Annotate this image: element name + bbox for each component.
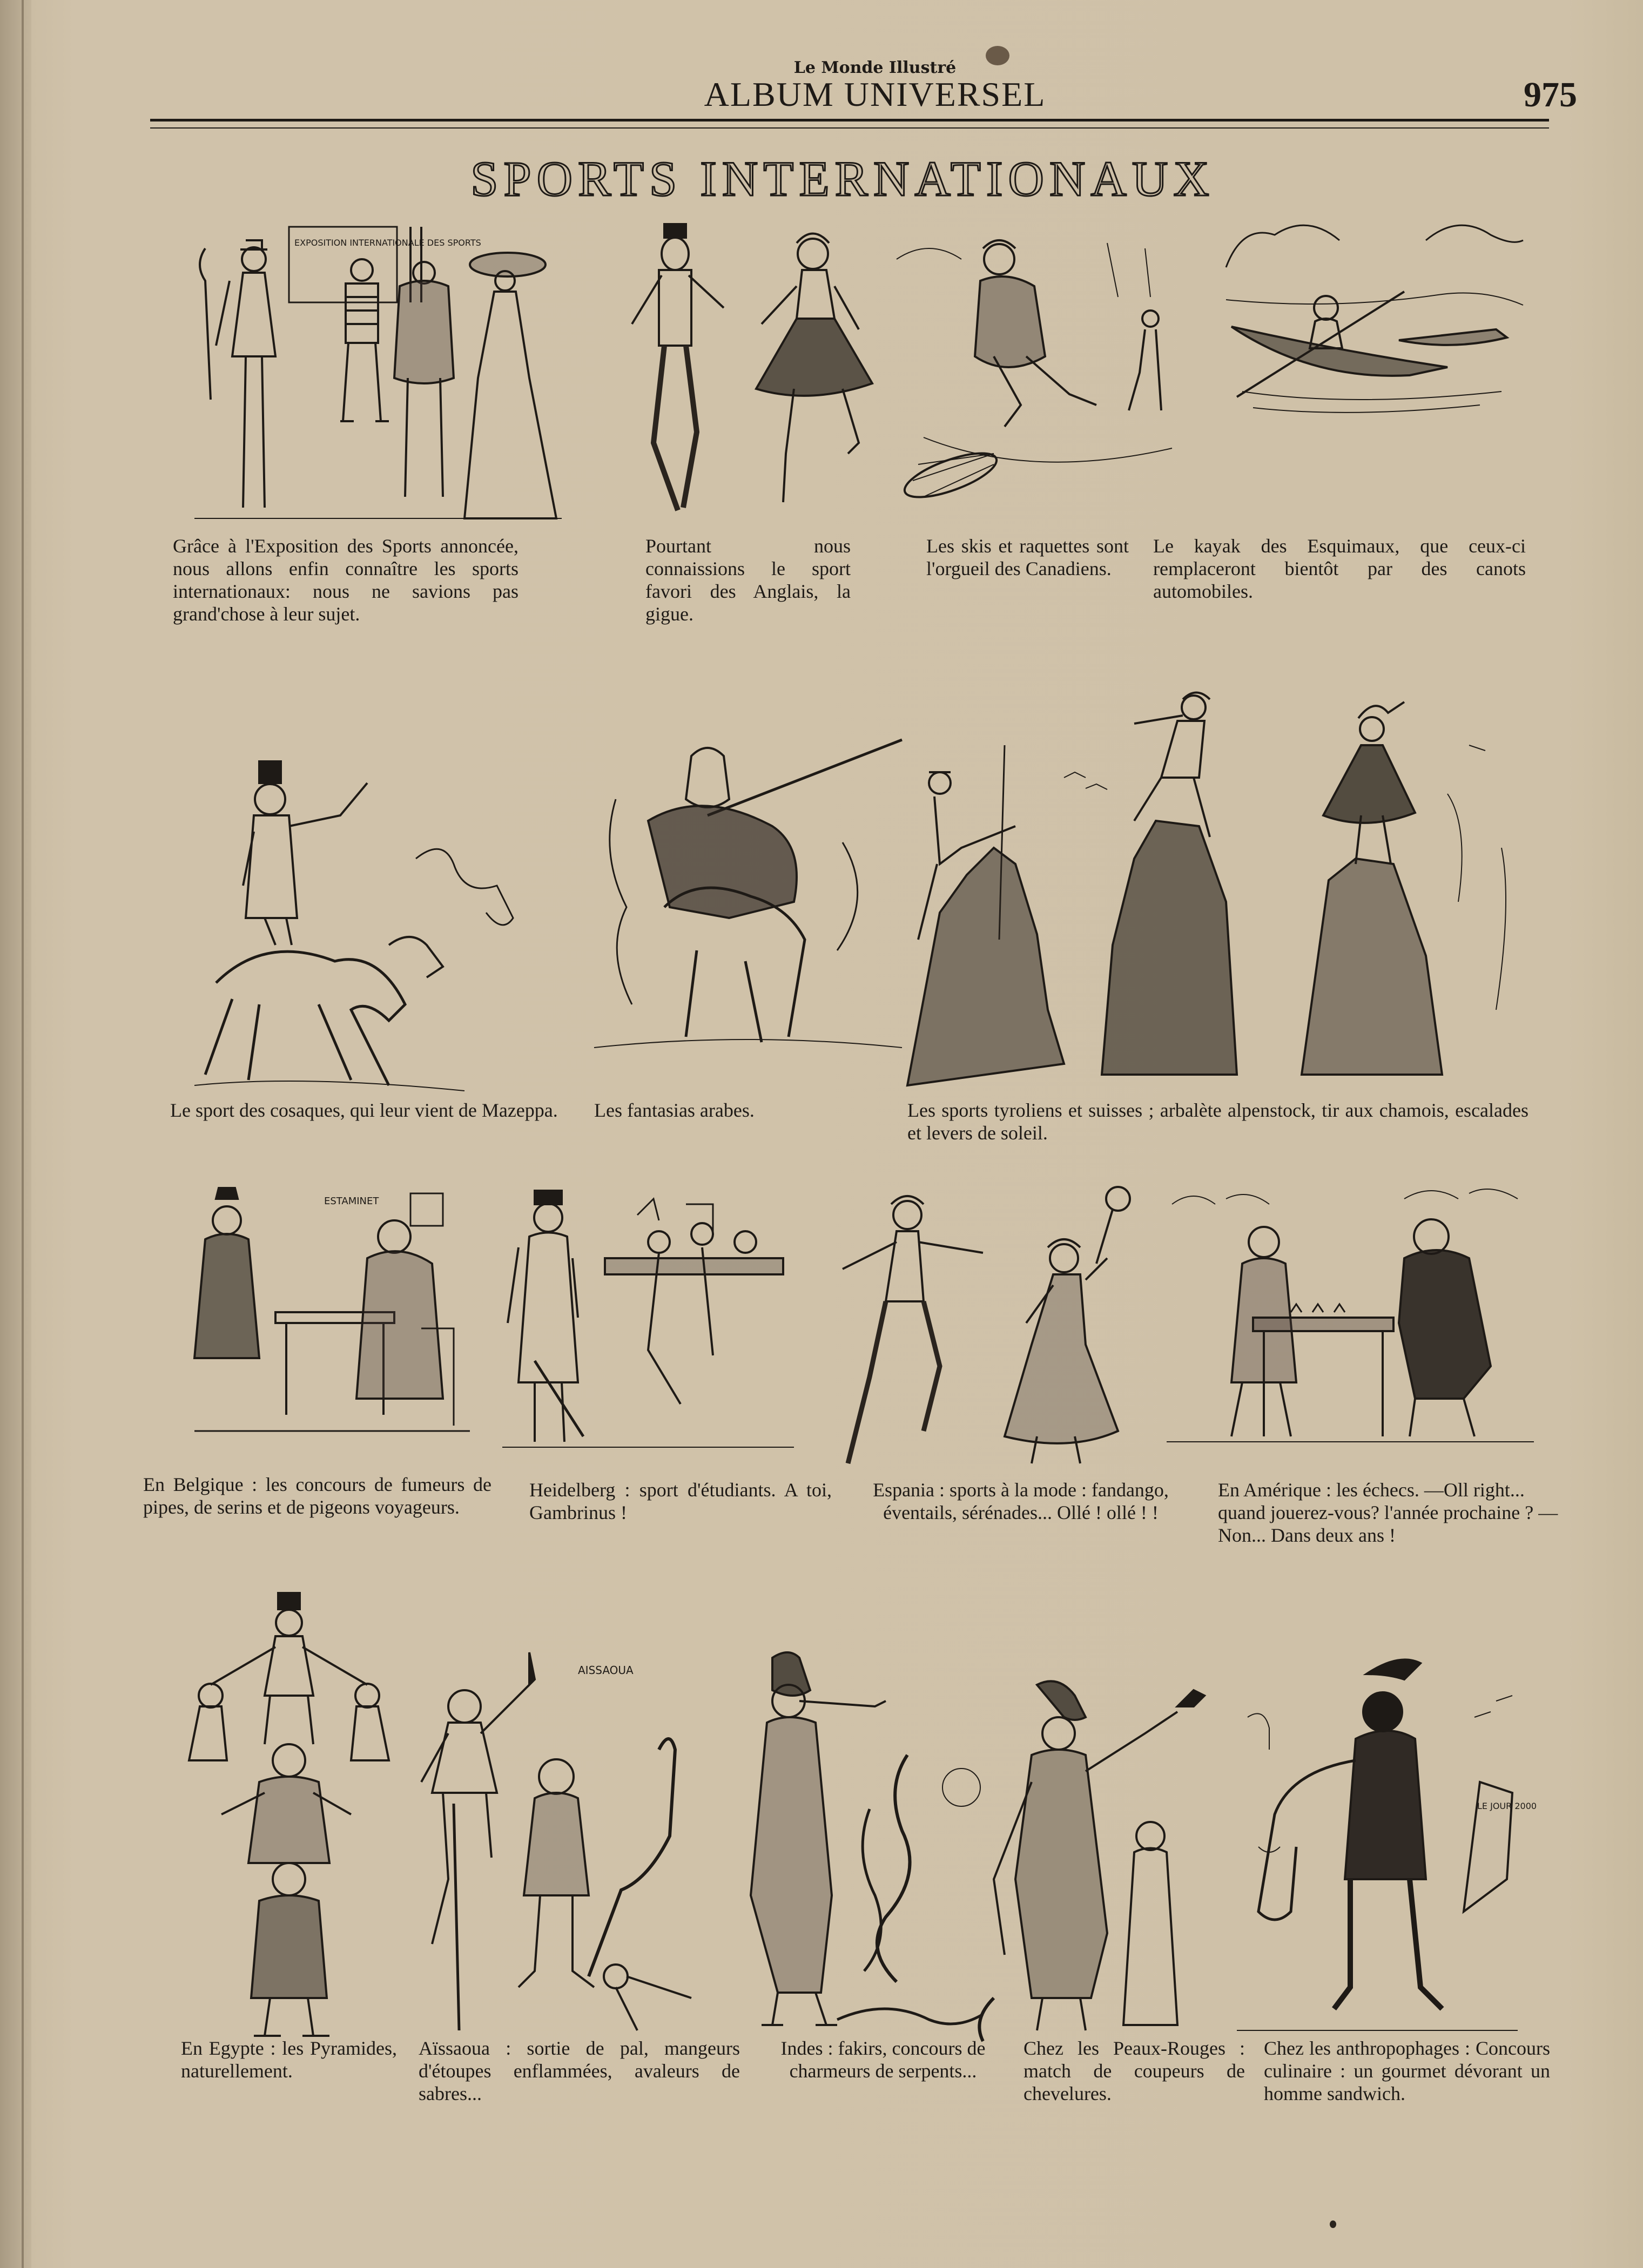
illustration-peaux-rouges [972, 1674, 1221, 2041]
caption-indes: Indes : fakirs, concours de charmeurs de serpents... [780, 2037, 986, 2082]
caption-gigue: Pourtant nous connaissions le sport favori des Anglais, la gigue. [645, 535, 851, 625]
illustration-anthropophages [1226, 1652, 1537, 2041]
illustration-tyroliens [907, 686, 1528, 1085]
sign-estaminet: ESTAMINET [324, 1196, 379, 1207]
ink-speck [986, 46, 1009, 65]
publication-name: Le Monde Illustré [793, 58, 957, 77]
caption-amerique: En Amérique : les échecs. —Oll right... quand jouerez-vous? l'année prochaine ? —Non... Dans deux ans ! [1218, 1479, 1558, 1546]
caption-cosaques: Le sport des cosaques, qui leur vient de Mazeppa. [170, 1099, 558, 1121]
caption-peaux-rouges: Chez les Peaux-Rouges : match de coupeurs de chevelures. [1023, 2037, 1245, 2104]
header-rule [150, 119, 1549, 122]
illustration-aissaoua [410, 1642, 713, 2041]
illustration-egypte [178, 1588, 400, 2041]
illustration-amerique [1161, 1183, 1539, 1447]
caption-tyroliens: Les sports tyroliens et suisses ; arbalète alpenstock, tir aux chamois, escalades et levers de soleil. [907, 1099, 1528, 1144]
header-rule-thin [150, 127, 1549, 129]
illustration-exposition [184, 216, 573, 529]
illustration-fantasias [583, 734, 907, 1058]
illustration-heidelberg [497, 1183, 799, 1453]
caption-kayak: Le kayak des Esquimaux, que ceux-ci remplaceront bientôt par des canots automobiles. [1153, 535, 1526, 602]
caption-heidelberg: Heidelberg : sport d'étudiants. A toi, Gambrinus ! [529, 1479, 832, 1523]
page-title: SPORTS INTERNATIONAUX [470, 151, 1215, 206]
ink-speck [1330, 2220, 1336, 2228]
masthead-title: ALBUM UNIVERSEL [704, 75, 1046, 113]
illustration-gigue [621, 216, 902, 529]
caption-skis: Les skis et raquettes sont l'orgueil des Canadiens. [926, 535, 1129, 579]
binding-edge [22, 0, 24, 2268]
caption-aissaoua: Aïssaoua : sortie de pal, mangeurs d'étoupes enflammées, avaleurs de sabres... [419, 2037, 740, 2104]
sign-exposition: EXPOSITION INTERNATIONALE DES SPORTS [294, 238, 481, 248]
illustration-espania [826, 1183, 1145, 1469]
illustration-kayak [1221, 219, 1528, 424]
caption-anthropophages: Chez les anthropophages : Concours culinaire : un gourmet dévorant un homme sandwich. [1264, 2037, 1550, 2104]
binding-spine [0, 0, 31, 2268]
illustration-belgique [184, 1188, 475, 1442]
caption-espania: Espania : sports à la mode : fandango, éventails, sérénades... Ollé ! ollé ! ! [873, 1479, 1169, 1523]
caption-exposition: Grâce à l'Exposition des Sports annoncée, nous allons enfin connaître les sports internationaux: nous ne savions pas grand'chose à leur sujet. [173, 535, 519, 625]
caption-belgique: En Belgique : les concours de fumeurs de pipes, de serins et de pigeons voyageurs. [143, 1474, 491, 1518]
illustration-cosaques [184, 751, 573, 1096]
caption-egypte: En Egypte : les Pyramides, naturellement. [181, 2037, 397, 2082]
illustration-indes [729, 1647, 999, 2041]
illustration-skis [891, 227, 1172, 524]
sign-le-jour: LE JOUR 2000 [1477, 1801, 1537, 1811]
page-number: 975 [1524, 75, 1577, 114]
sign-aissaoua: AISSAOUA [578, 1664, 634, 1677]
caption-fantasias: Les fantasias arabes. [594, 1099, 755, 1121]
